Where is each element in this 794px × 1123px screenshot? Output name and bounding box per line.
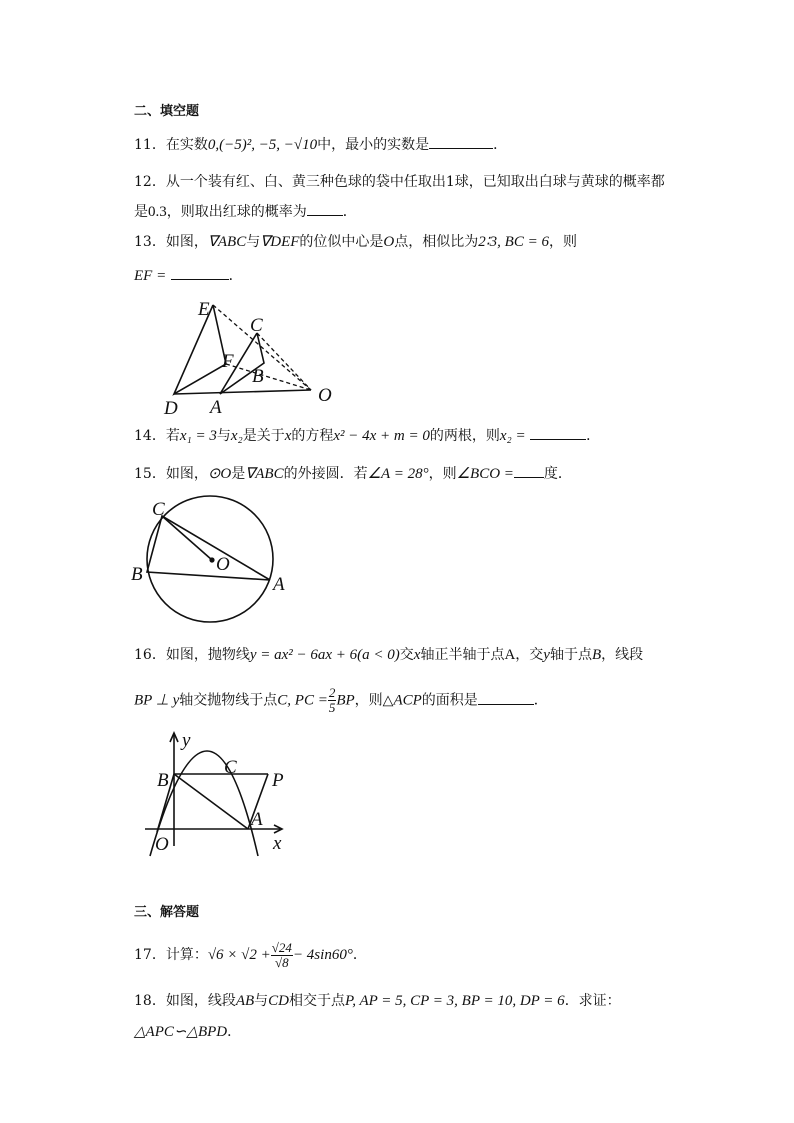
- label-a: A: [251, 809, 263, 830]
- label-a: A: [273, 574, 285, 595]
- answer-blank[interactable]: [514, 463, 544, 478]
- answer-blank[interactable]: [171, 265, 229, 280]
- label-y: y: [182, 730, 191, 751]
- segment-ba: [174, 774, 248, 829]
- question-18-line2: △APC∽△BPD．: [134, 1024, 242, 1040]
- answer-blank[interactable]: [478, 690, 534, 705]
- figure-q15-circle: [130, 495, 300, 625]
- label-o: O: [155, 834, 169, 855]
- fraction-two-fifths: $\frac{2}{5}$: [328, 685, 336, 715]
- label-d: D: [164, 398, 178, 419]
- fraction-root24-over-root8: $\frac{√24}{√8}$: [271, 939, 292, 970]
- label-c: C: [250, 315, 263, 336]
- answer-blank[interactable]: [530, 425, 586, 440]
- question-17: 17．计算：√6 × √2 + $\frac{√24}{√8}$ − 4sin60°．: [134, 939, 367, 970]
- question-12-line2: 是0.3，则取出红球的概率为 ．: [134, 201, 357, 222]
- dashed-fo: [226, 364, 311, 390]
- label-b: B: [157, 770, 169, 791]
- question-13-line1: 13．如图，∇ABC与∇DEF的位似中心是O点，相似比为2∶3, BC = 6，则: [134, 234, 577, 250]
- label-b: B: [252, 366, 264, 387]
- label-o: O: [318, 385, 332, 406]
- question-13-line2: EF = ．: [134, 265, 243, 286]
- question-15: 15．如图，⊙O是∇ABC的外接圆．若∠A = 28°，则∠BCO = 度．: [134, 463, 572, 484]
- triangle-abc: [147, 516, 270, 580]
- answer-blank[interactable]: [307, 201, 343, 216]
- label-c: C: [224, 757, 237, 778]
- label-b: B: [131, 564, 143, 585]
- question-14: 14．若x₁ = 3与x₂是关于x的方程x² − 4x + m = 0的两根，则x₂ = ．: [134, 425, 600, 446]
- question-16-line1: 16．如图，抛物线y = ax² − 6ax + 6(a < 0)交x轴正半轴于点A，交y轴于点B，线段: [134, 647, 644, 663]
- answer-blank[interactable]: [429, 134, 493, 149]
- label-p: P: [272, 770, 284, 791]
- label-c: C: [152, 499, 165, 520]
- question-16-line2: BP ⊥ y轴交抛物线于点C, PC = $\frac{2}{5}$ BP，则△ACP的面积是 ．: [134, 685, 548, 715]
- section-title-fill-blank: 二、填空题: [134, 104, 200, 119]
- question-18-line1: 18．如图，线段AB与CD相交于点P, AP = 5, CP = 3, BP = 10, DP = 6．求证：: [134, 993, 621, 1009]
- label-a: A: [210, 397, 222, 418]
- label-f: F: [222, 351, 234, 372]
- question-11: 11．在实数0,(−5)², −5, −√10中，最小的实数是 ．: [134, 134, 507, 155]
- question-12-line1: 12．从一个装有红、白、黄三种色球的袋中任取出1球，已知取出白球与黄球的概率都: [134, 174, 665, 190]
- center-point: [209, 557, 214, 562]
- figure-q13-homothety: [160, 295, 350, 420]
- dashed-co: [257, 333, 311, 390]
- label-e: E: [198, 299, 210, 320]
- label-x: x: [273, 833, 282, 854]
- label-o: O: [216, 554, 230, 575]
- figure-q16-parabola: [140, 728, 300, 856]
- line-do: [174, 390, 311, 394]
- segment-co: [162, 516, 212, 560]
- section-title-solutions: 三、解答题: [134, 905, 200, 920]
